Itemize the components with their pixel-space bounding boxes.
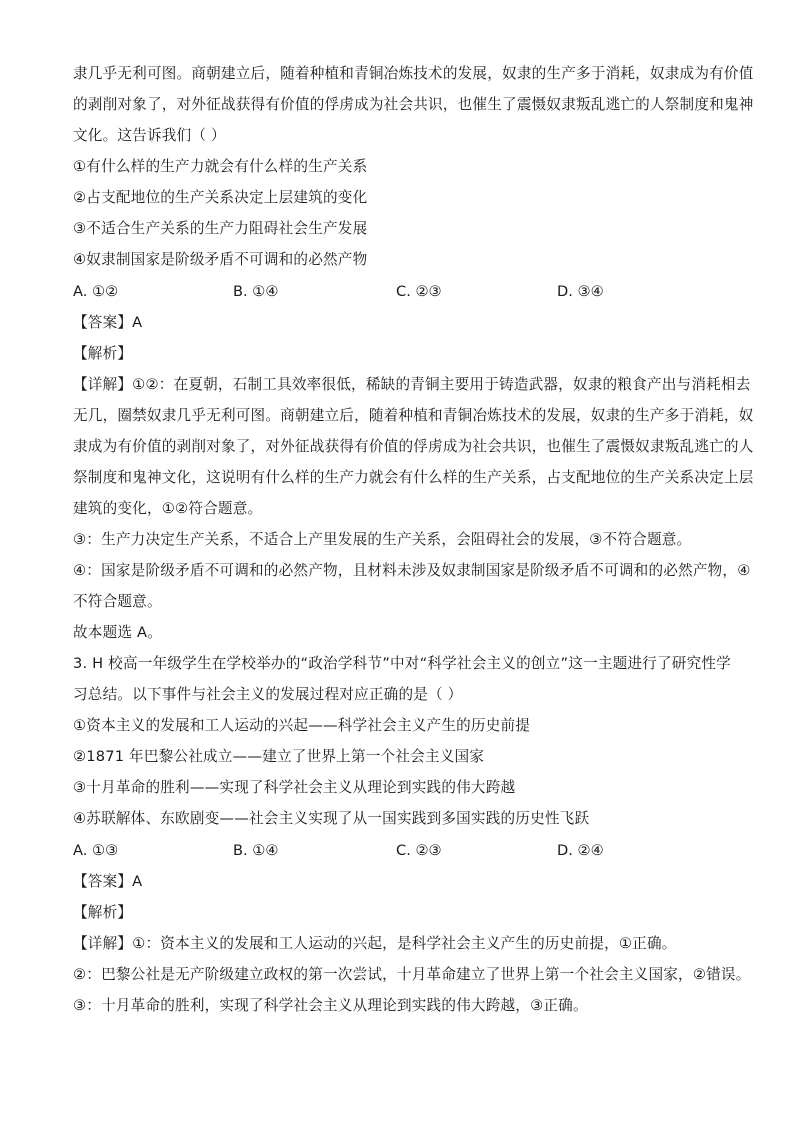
q2-detail-line-6: ③：生产力决定生产关系，不适合上产里发展的生产关系，会阻碍社会的发展，③不符合题意。 <box>73 531 692 548</box>
q3-item-1: ①资本主义的发展和工人运动的兴起——科学社会主义产生的历史前提 <box>73 717 531 734</box>
q3-item-2: ②1871 年巴黎公社成立——建立了世界上第一个社会主义国家 <box>73 748 485 765</box>
q3-detail-line-3: ③：十月革命的胜利，实现了科学社会主义从理论到实践的伟大跨越，③正确。 <box>73 997 588 1014</box>
q2-detail-line-5: 建筑的变化，①②符合题意。 <box>73 500 263 517</box>
q2-item-2: ②占支配地位的生产关系决定上层建筑的变化 <box>73 189 368 206</box>
q3-option-a: A. ①③ <box>73 842 119 859</box>
q2-item-1: ①有什么样的生产力就会有什么样的生产关系 <box>73 158 368 175</box>
q3-detail-line-1: 【详解】①：资本主义的发展和工人运动的兴起，是科学社会主义产生的历史前提，①正确。 <box>73 935 677 952</box>
q2-detail-line-8: 不符合题意。 <box>73 593 162 610</box>
q2-option-c: C. ②③ <box>396 283 442 300</box>
q2-stem-line-3: 文化。这告诉我们（ ） <box>73 127 226 144</box>
q2-stem-line-1: 隶几乎无利可图。商朝建立后，随着种植和青铜冶炼技术的发展，奴隶的生产多于消耗，奴隶成为有价值 <box>73 65 754 82</box>
q2-detail-line-7: ④：国家是阶级矛盾不可调和的必然产物，且材料未涉及奴隶制国家是阶级矛盾不可调和的必然产物，④ <box>73 562 751 579</box>
q2-detail-line-3: 隶成为有价值的剥削对象了，对外征战获得有价值的俘虏成为社会共识，也催生了震慑奴隶叛乱逃亡的人 <box>73 438 754 455</box>
q3-option-d: D. ②④ <box>557 842 604 859</box>
q3-stem-line-2: 习总结。以下事件与社会主义的发展过程对应正确的是（ ） <box>73 686 463 703</box>
q2-item-4: ④奴隶制国家是阶级矛盾不可调和的必然产物 <box>73 251 368 268</box>
q2-option-b: B. ①④ <box>233 283 279 300</box>
q3-stem-line-1: 3. H 校高一年级学生在学校举办的“政治学科节”中对“科学社会主义的创立”这一主题进行了研究性学 <box>73 655 731 672</box>
q3-analysis-label: 【解析】 <box>73 904 133 921</box>
q2-detail-line-4: 祭制度和鬼神文化，这说明有什么样的生产力就会有什么样的生产关系，占支配地位的生产关系决定上层 <box>73 469 754 486</box>
q3-option-c: C. ②③ <box>396 842 442 859</box>
q2-answer: 【答案】A <box>73 314 143 331</box>
q2-conclusion: 故本题选 A。 <box>73 624 162 641</box>
q3-item-3: ③十月革命的胜利——实现了科学社会主义从理论到实践的伟大跨越 <box>73 779 516 796</box>
q3-item-4: ④苏联解体、东欧剧变——社会主义实现了从一国实践到多国实践的历史性飞跃 <box>73 810 590 827</box>
q3-option-b: B. ①④ <box>233 842 279 859</box>
q2-detail-line-1: 【详解】①②：在夏朝，石制工具效率很低，稀缺的青铜主要用于铸造武器，奴隶的粮食产出与消耗相去 <box>73 376 751 393</box>
q2-detail-line-2: 无几，圈禁奴隶几乎无利可图。商朝建立后，随着种植和青铜冶炼技术的发展，奴隶的生产多于消耗，奴 <box>73 407 754 424</box>
q2-option-a: A. ①② <box>73 283 119 300</box>
q3-detail-line-2: ②：巴黎公社是无产阶级建立政权的第一次尝试，十月革命建立了世界上第一个社会主义国家，②错误。 <box>73 966 751 983</box>
q2-item-3: ③不适合生产关系的生产力阻碍社会生产发展 <box>73 220 368 237</box>
q3-answer: 【答案】A <box>73 873 143 890</box>
q2-option-d: D. ③④ <box>557 283 604 300</box>
q2-analysis-label: 【解析】 <box>73 345 133 362</box>
q2-stem-line-2: 的剥削对象了，对外征战获得有价值的俘虏成为社会共识，也催生了震慑奴隶叛乱逃亡的人祭制度和鬼神 <box>73 96 754 113</box>
